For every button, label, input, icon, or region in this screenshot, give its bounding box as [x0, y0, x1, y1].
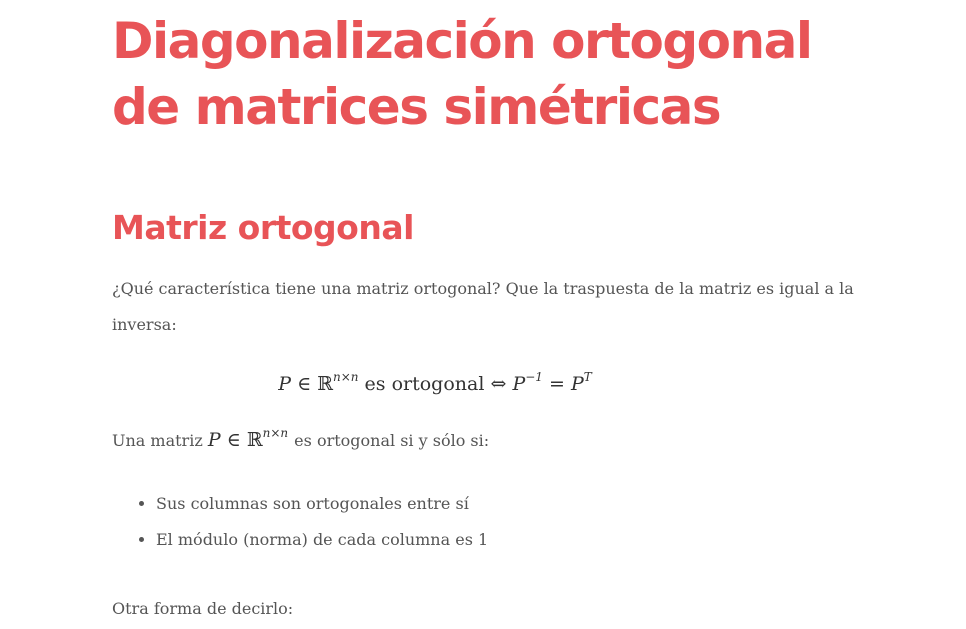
- formula-p-inverse-base: P: [512, 373, 526, 395]
- formula-p-transpose-base: P: [570, 373, 584, 395]
- definition-p: P: [207, 429, 221, 451]
- formula-text: es ortogonal: [364, 373, 485, 395]
- formula-inverse-exponent: −1: [525, 370, 543, 384]
- definition-math: [207, 426, 294, 451]
- definition-reals-symbol: ℝ: [246, 429, 263, 451]
- formula-in-symbol: ∈: [297, 373, 312, 395]
- formula-p: P: [278, 373, 292, 395]
- intro-paragraph: ¿Qué característica tiene una matriz ortogonal? Que la traspuesta de la matriz es igual a la inversa:: [112, 279, 854, 334]
- definition-dimension: n×n: [262, 426, 289, 440]
- list-item: • El módulo (norma) de cada columna es 1: [156, 522, 488, 558]
- formula-equals: =: [548, 373, 565, 395]
- outro-paragraph: Otra forma de decirlo:: [112, 599, 294, 618]
- page-title: Diagonalización ortogonal de matrices simétricas: [112, 12, 812, 136]
- formula-reals-symbol: ℝ: [317, 373, 333, 395]
- list-item: • Sus columnas son ortogonales entre sí: [156, 486, 488, 522]
- formula-iff-symbol: ⇔: [490, 373, 507, 395]
- definition-in-symbol: ∈: [226, 429, 241, 451]
- conditions-list: [112, 486, 488, 558]
- definition-suffix: es ortogonal si y sólo si:: [294, 431, 490, 450]
- formula-dimension: n×n: [332, 370, 359, 384]
- section-heading: Matriz ortogonal: [112, 208, 414, 247]
- definition-prefix: Una matriz: [112, 431, 203, 450]
- formula-transpose-exponent: T: [583, 370, 592, 384]
- definition-paragraph: [112, 415, 489, 459]
- orthogonal-formula: [112, 360, 758, 401]
